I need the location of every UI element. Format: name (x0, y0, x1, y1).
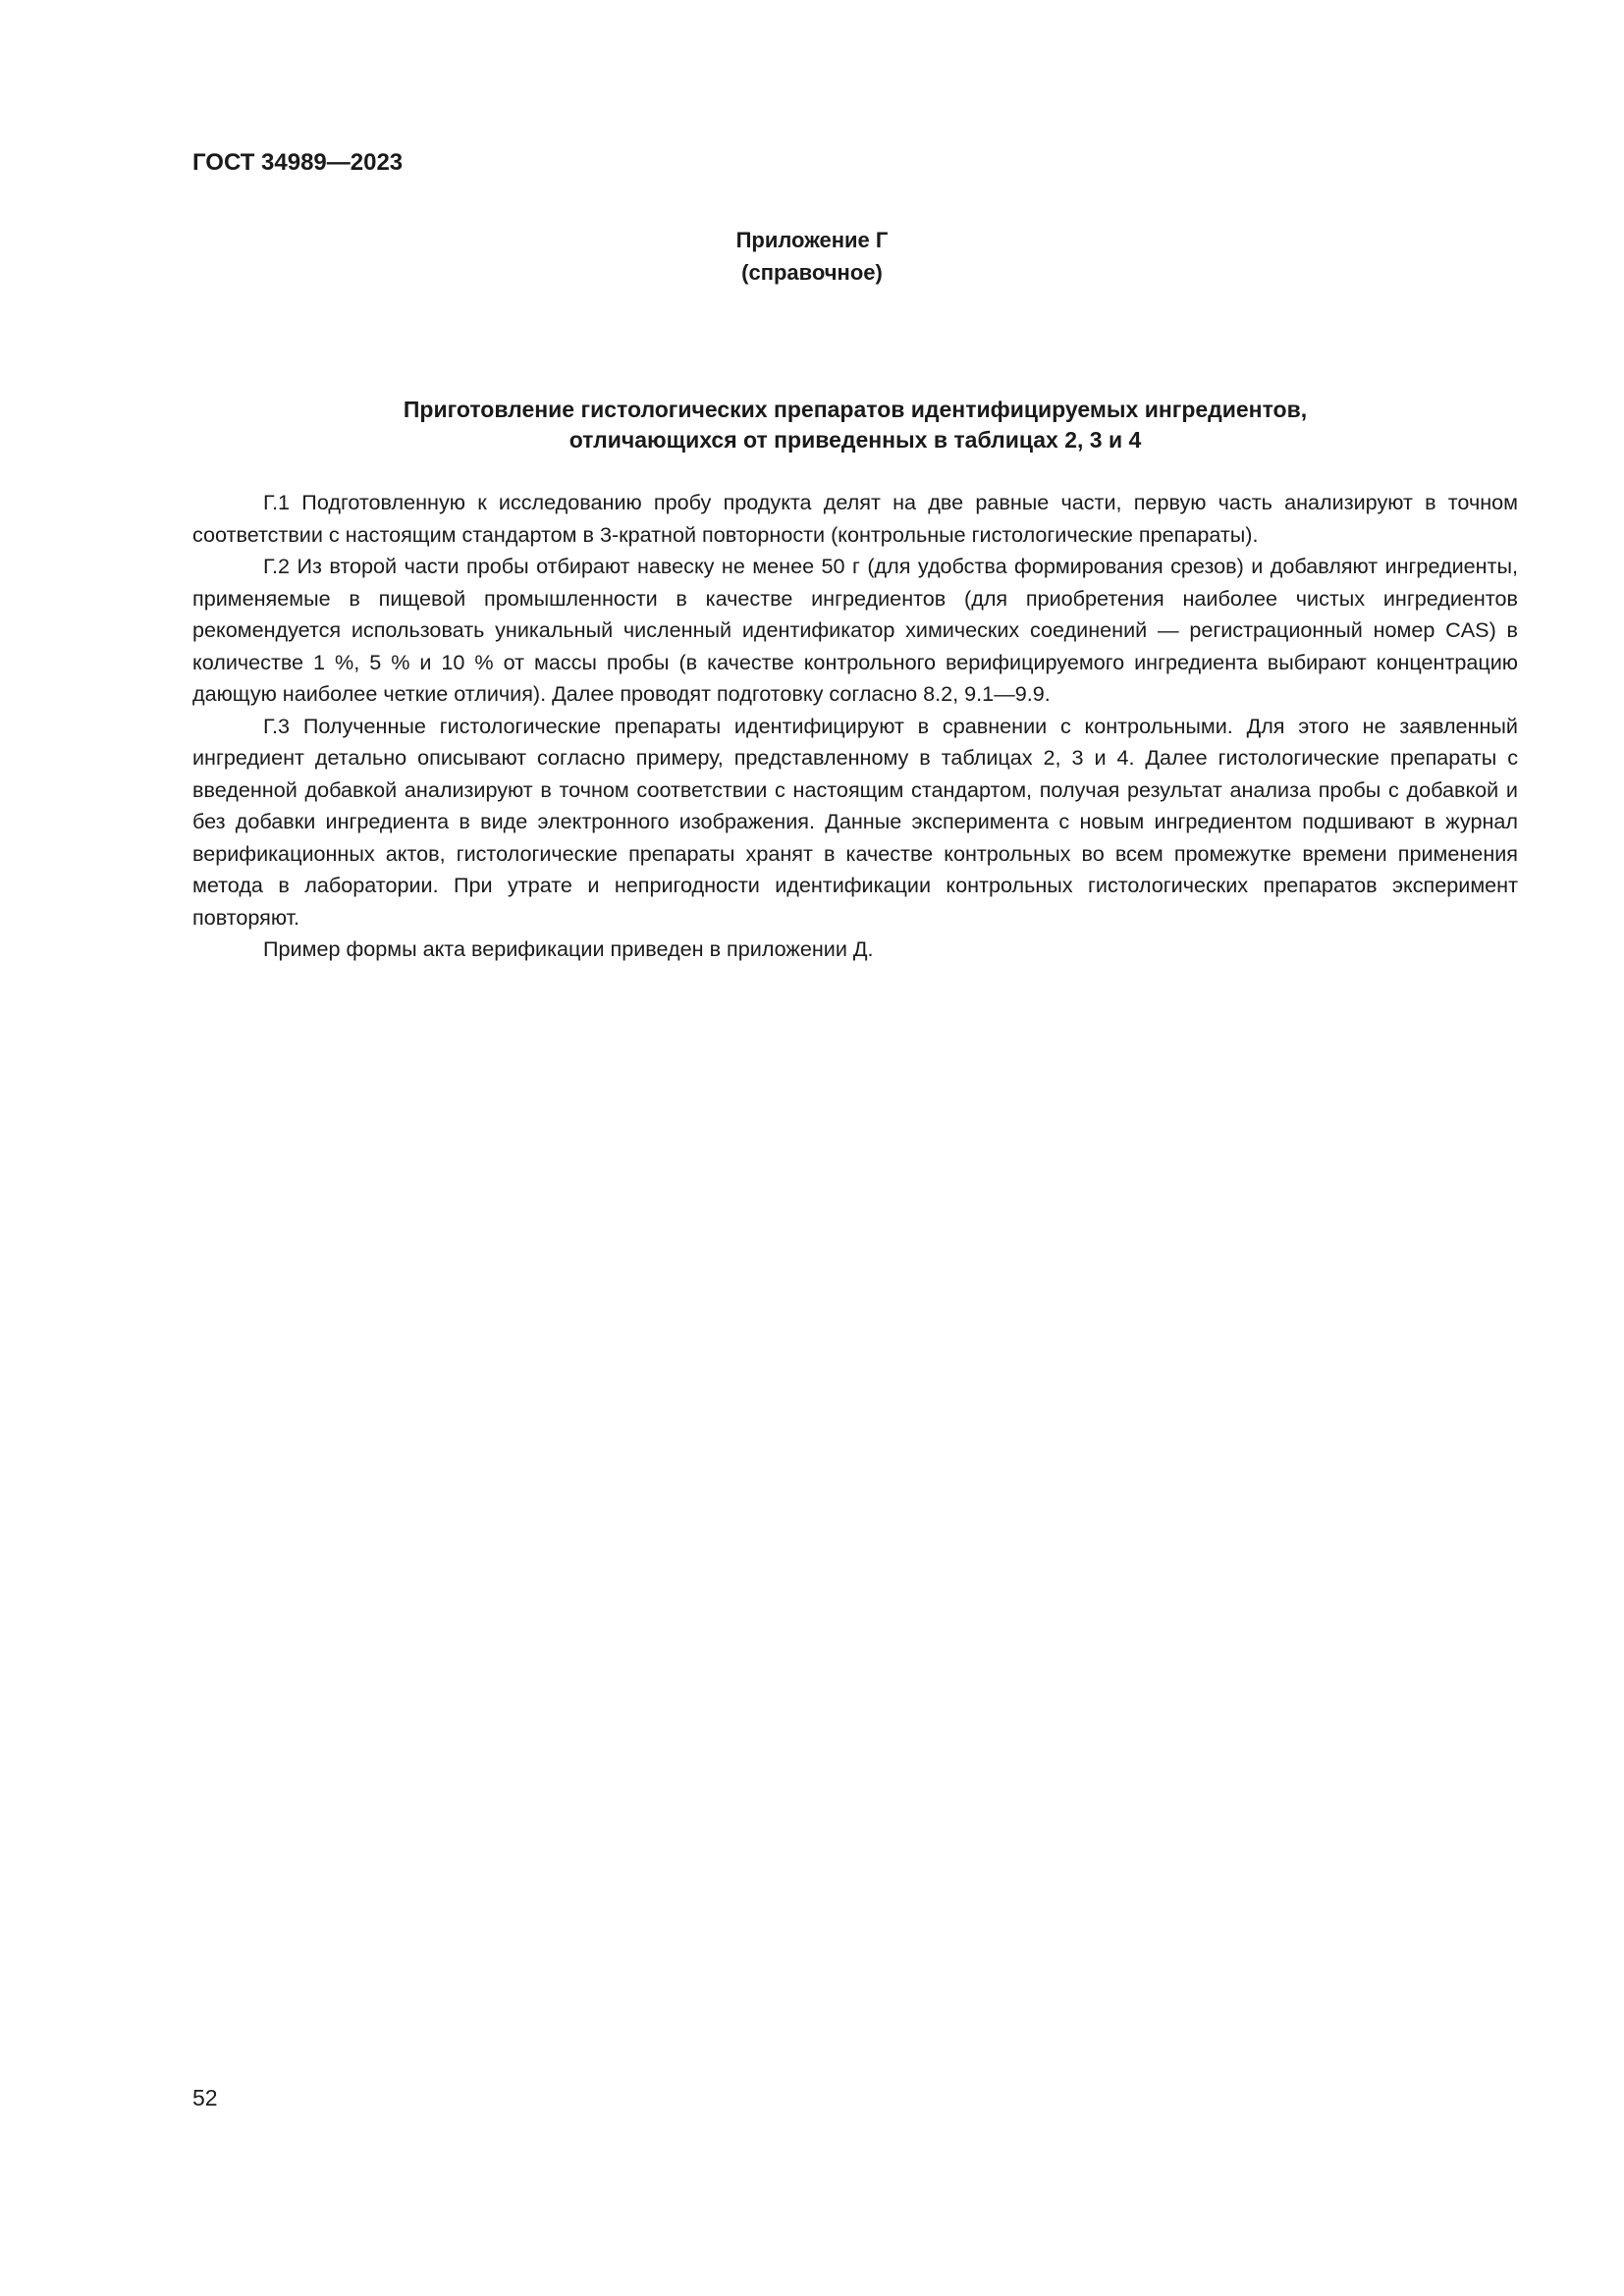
page-number: 52 (192, 2085, 218, 2110)
appendix-type: (справочное) (741, 260, 883, 285)
paragraph-g2: Г.2 Из второй части пробы отбирают навеску не менее 50 г (для удобства формирования срезов) и добавляют ингредиенты, применяемые в пищевой промышленности в качестве ингредиентов (для приобретения наиболее чистых ингредиентов рекомендуется использовать уникальный численный идентификатор химических соединений — регистрационный номер CAS) в количестве 1 %, 5 % и 10 % от массы пробы (в качестве контрольного верифицируемого ингредиента выбирают концентрацию дающую наиболее четкие отличия). Далее проводят подготовку согласно 8.2, 9.1—9.9. (192, 554, 1518, 706)
paragraph-g1: Г.1 Подготовленную к исследованию пробу продукта делят на две равные части, первую часть анализируют в точном соответствии с настоящим стандартом в 3-кратной повторности (контрольные гистологические препараты). (192, 490, 1518, 547)
standard-number: ГОСТ 34989—2023 (192, 149, 404, 176)
appendix-title: Приложение Г (735, 228, 889, 252)
appendix-heading (0, 224, 1624, 289)
paragraph-note: Пример формы акта верификации приведен в приложении Д. (263, 936, 874, 961)
section-title-line-1: Приготовление гистологических препаратов идентифицируемых ингредиентов, (403, 397, 1308, 422)
paragraph-g3: Г.3 Полученные гистологические препараты идентифицируют в сравнении с контрольными. Для этого не заявленный ингредиент детально описывают согласно примеру, представленному в таблицах 2, 3 и 4. Далее гистологические препараты с введенной добавкой анализируют в точном соответствии с настоящим стандартом, получая результат анализа пробы с добавкой и без добавки ингредиента в виде электронного изображения. Данные эксперимента с новым ингредиентом подшивают в журнал верификационных актов, гистологические препараты хранят в качестве контрольных во всем промежутке времени применения метода в лаборатории. При утрате и непригодности идентификации контрольных гистологических препаратов эксперимент повторяют. (192, 713, 1518, 930)
body-text (192, 487, 1518, 966)
section-title (192, 395, 1518, 455)
section-title-line-2: отличающихся от приведенных в таблицах 2, 3 и 4 (568, 427, 1142, 453)
